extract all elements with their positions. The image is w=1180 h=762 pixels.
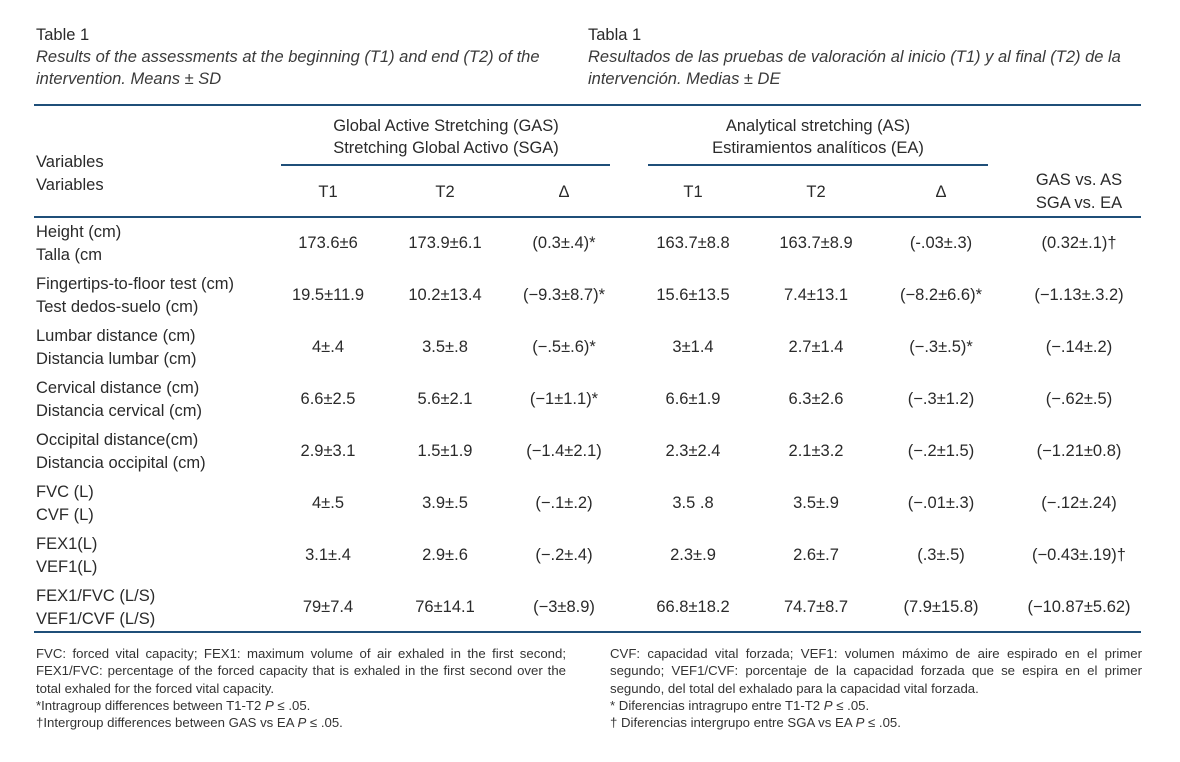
cell-gas-t2: 10.2±13.4 <box>408 286 482 304</box>
cell-gas-t1: 3.1±.4 <box>305 546 351 564</box>
table-top-rule <box>34 104 1141 106</box>
cell-as-t2: 2.6±.7 <box>793 546 839 564</box>
cell-as-t2: 6.3±2.6 <box>788 390 844 408</box>
cell-gas-delta: (−3±8.9) <box>533 598 595 616</box>
row-label-es: Test dedos-suelo (cm) <box>36 298 199 316</box>
cell-as-t1: 163.7±8.8 <box>656 234 730 252</box>
cell-gas-t1: 79±7.4 <box>302 598 354 616</box>
cell-gas-t2: 2.9±.6 <box>422 546 468 564</box>
cell-gas-t1: 2.9±3.1 <box>300 442 356 460</box>
row-label-es: Distancia lumbar (cm) <box>36 350 197 368</box>
cell-gas-t2: 3.5±.8 <box>422 338 468 356</box>
cell-as-t1: 6.6±1.9 <box>665 390 721 408</box>
cell-comparison: (−.62±.5) <box>1045 390 1113 408</box>
cell-as-delta: (7.9±15.8) <box>903 598 979 616</box>
cell-comparison: (−.14±.2) <box>1045 338 1113 356</box>
cell-as-delta: (−.2±1.5) <box>907 442 975 460</box>
as-group-rule <box>648 164 988 166</box>
comparison-header-es: SGA vs. EA <box>1035 194 1123 212</box>
cell-as-t1: 66.8±18.2 <box>656 598 730 616</box>
as-t2-header: T2 <box>806 183 826 201</box>
footnote-intergroup-es: † Diferencias intergrupo entre SGA vs EA P ≤ .05. <box>610 715 901 731</box>
cell-as-t2: 2.7±1.4 <box>788 338 844 356</box>
footnote-abbreviations-en: FVC: forced vital capacity; FEX1: maximum volume of air exhaled in the first second; FEX1/FVC: percentage of the forced capacity that is exhaled in the first second over the total exhaled for the forced vital capacity. <box>36 646 566 696</box>
row-label-es: CVF (L) <box>36 506 94 524</box>
cell-gas-t1: 6.6±2.5 <box>300 390 356 408</box>
table-bottom-rule <box>34 631 1141 633</box>
cell-comparison: (−1.21±0.8) <box>1036 442 1122 460</box>
table-caption-en <box>36 24 576 90</box>
cell-as-delta: (−.3±1.2) <box>907 390 975 408</box>
cell-gas-t2: 1.5±1.9 <box>417 442 473 460</box>
as-header-es: Estiramientos analíticos (EA) <box>712 139 924 157</box>
cell-as-t1: 2.3±2.4 <box>665 442 721 460</box>
cell-as-t2: 163.7±8.9 <box>779 234 853 252</box>
cell-gas-t1: 4±.4 <box>312 338 344 356</box>
cell-gas-t1: 19.5±11.9 <box>291 286 365 304</box>
cell-as-t2: 74.7±8.7 <box>783 598 849 616</box>
cell-comparison: (−0.43±.19)† <box>1032 546 1126 564</box>
cell-gas-delta: (0.3±.4)* <box>532 234 596 252</box>
gas-t2-header: T2 <box>435 183 455 201</box>
row-label-es: Distancia cervical (cm) <box>36 402 202 420</box>
gas-delta-header: Δ <box>558 183 570 201</box>
cell-as-t1: 3.5 .8 <box>672 494 714 512</box>
variables-header-es: Variables <box>36 176 104 194</box>
table-caption-es <box>588 24 1138 90</box>
row-label-en: FEX1(L) <box>36 535 98 553</box>
cell-as-t2: 3.5±.9 <box>793 494 839 512</box>
cell-gas-t2: 3.9±.5 <box>422 494 468 512</box>
cell-gas-delta: (−1±1.1)* <box>529 390 599 408</box>
row-label-es: Distancia occipital (cm) <box>36 454 206 472</box>
cell-as-t2: 7.4±13.1 <box>783 286 849 304</box>
header-bottom-rule <box>34 216 1141 218</box>
cell-gas-delta: (−1.4±2.1) <box>526 442 602 460</box>
table-label-en: Table 1 <box>36 26 90 44</box>
footnotes-es <box>610 645 1142 731</box>
as-delta-header: Δ <box>935 183 947 201</box>
cell-comparison: (−.12±.24) <box>1041 494 1117 512</box>
cell-gas-t2: 5.6±2.1 <box>417 390 473 408</box>
row-label-en: Height (cm) <box>36 223 122 241</box>
cell-as-delta: (−.01±.3) <box>907 494 975 512</box>
cell-gas-delta: (−9.3±8.7)* <box>523 286 605 304</box>
row-label-en: Cervical distance (cm) <box>36 379 200 397</box>
cell-gas-t1: 4±.5 <box>312 494 344 512</box>
gas-group-rule <box>281 164 610 166</box>
cell-gas-t2: 173.9±6.1 <box>408 234 482 252</box>
cell-gas-delta: (−.1±.2) <box>535 494 593 512</box>
cell-gas-delta: (−.5±.6)* <box>532 338 596 356</box>
row-label-es: VEF1/CVF (L/S) <box>36 610 156 628</box>
table-description-es: Resultados de las pruebas de valoración al inicio (T1) y al final (T2) de la intervención. Medias ± DE <box>588 48 1121 88</box>
cell-gas-t2: 76±14.1 <box>415 598 475 616</box>
cell-comparison: (−10.87±5.62) <box>1027 598 1131 616</box>
footnote-abbreviations-es: CVF: capacidad vital forzada; VEF1: volumen máximo de aire espirado en el primer segundo; VEF1/CVF: porcentaje de la capacidad forzada que se espira en el primer segundo, del total del exhalado para la capacidad vital forzada. <box>610 646 1142 696</box>
footnote-intragroup-en: *Intragroup differences between T1-T2 P ≤ .05. <box>36 697 311 713</box>
gas-header-en: Global Active Stretching (GAS) <box>333 117 559 135</box>
variables-header-en: Variables <box>36 153 104 171</box>
cell-as-delta: (-.03±.3) <box>909 234 973 252</box>
row-label-en: Fingertips-to-floor test (cm) <box>36 275 235 293</box>
row-label-es: VEF1(L) <box>36 558 98 576</box>
footnote-intragroup-es: * Diferencias intragrupo entre T1-T2 P ≤ .05. <box>610 697 870 713</box>
row-label-en: FEX1/FVC (L/S) <box>36 587 156 605</box>
gas-header-es: Stretching Global Activo (SGA) <box>333 139 559 157</box>
cell-as-delta: (−.3±.5)* <box>909 338 973 356</box>
cell-as-t1: 2.3±.9 <box>670 546 716 564</box>
cell-gas-delta: (−.2±.4) <box>535 546 593 564</box>
table-description-en: Results of the assessments at the beginning (T1) and end (T2) of the intervention. Means ± SD <box>36 48 540 88</box>
cell-comparison: (−1.13±.3.2) <box>1034 286 1124 304</box>
row-label-es: Talla (cm <box>36 246 103 264</box>
cell-gas-t1: 173.6±6 <box>298 234 358 252</box>
gas-t1-header: T1 <box>318 183 338 201</box>
as-t1-header: T1 <box>683 183 703 201</box>
cell-as-t2: 2.1±3.2 <box>788 442 844 460</box>
table-label-es: Tabla 1 <box>588 26 642 44</box>
row-label-en: Lumbar distance (cm) <box>36 327 196 345</box>
row-label-en: FVC (L) <box>36 483 94 501</box>
comparison-header-en: GAS vs. AS <box>1035 171 1123 189</box>
cell-as-delta: (−8.2±6.6)* <box>900 286 982 304</box>
as-header-en: Analytical stretching (AS) <box>725 117 911 135</box>
cell-as-t1: 15.6±13.5 <box>656 286 730 304</box>
row-label-en: Occipital distance(cm) <box>36 431 199 449</box>
cell-as-delta: (.3±.5) <box>917 546 965 564</box>
footnotes-en <box>36 645 566 731</box>
cell-as-t1: 3±1.4 <box>672 338 714 356</box>
footnote-intergroup-en: †Intergroup differences between GAS vs EA P ≤ .05. <box>36 715 343 731</box>
cell-comparison: (0.32±.1)† <box>1041 234 1117 252</box>
